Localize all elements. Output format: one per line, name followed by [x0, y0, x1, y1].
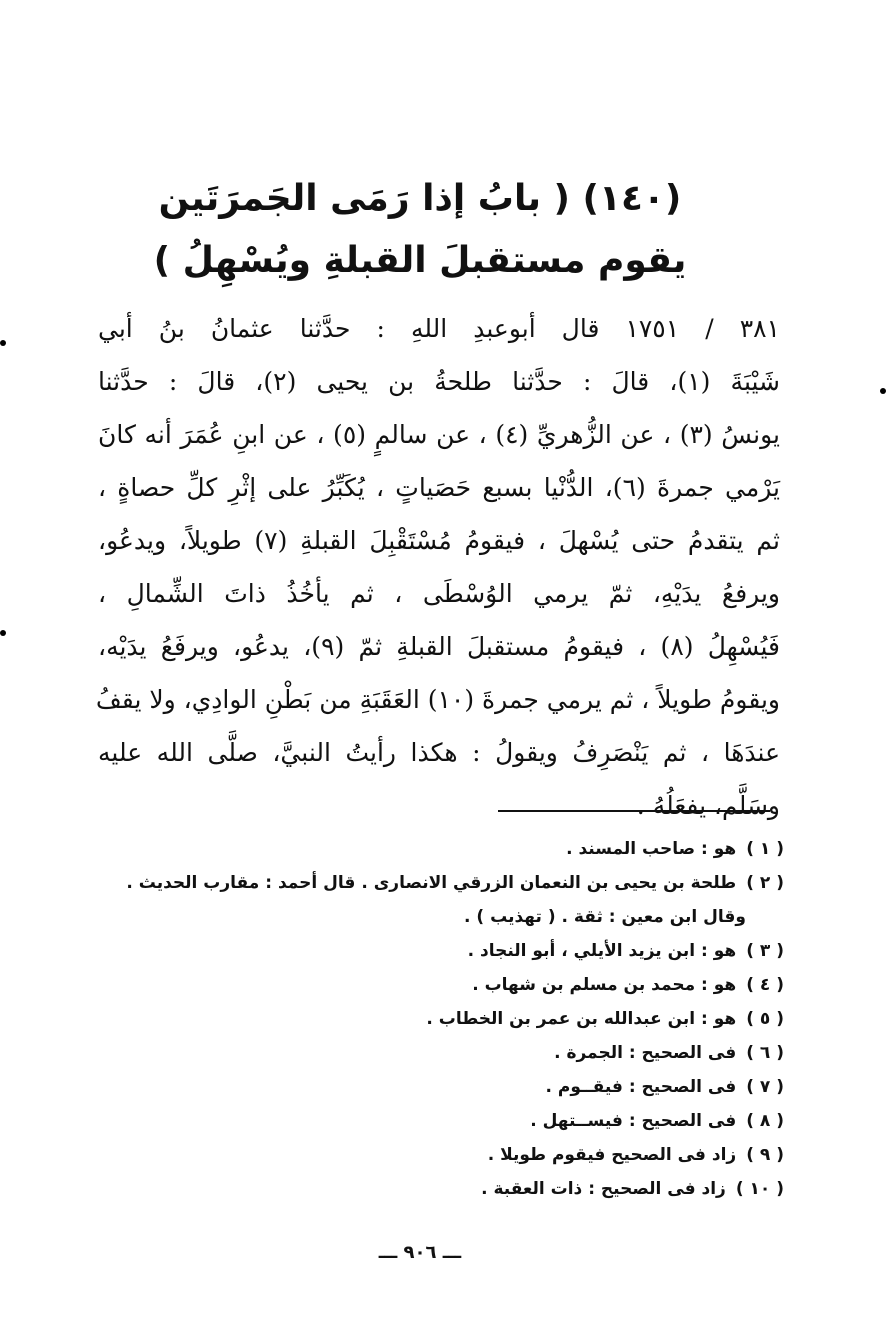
footnote-text: فى الصحيح : فيســتهل .	[530, 1111, 737, 1131]
footnote-divider	[498, 810, 770, 812]
footnote-text: هو : صاحب المسند .	[566, 839, 737, 859]
footnote-text: فى الصحيح : الجمرة .	[554, 1043, 737, 1063]
footnote-number: ( ١٠ )	[735, 1179, 784, 1199]
footnote-number: ( ٢ )	[746, 873, 784, 893]
chapter-heading-line-1: (١٤٠) ( بابُ إذا رَمَى الجَمرَتَين	[158, 178, 682, 219]
footnote-item	[96, 866, 784, 900]
footnote-text: طلحة بن يحيى بن النعمان الزرقي الانصارى . قال أحمد : مقارب الحديث .	[126, 873, 737, 893]
hadith-line: يَرْمي جمرةَ (٦)، الدُّنْيا بسبع حَصَياتٍ ، يُكَبِّرُ على إثْرِ كلِّ حصاةٍ ،	[98, 473, 780, 502]
hadith-line: ويقومُ طويلاً ، ثم يرمي جمرةَ (١٠) العَقَبَةِ من بَطْنِ الوادِي، ولا يقفُ	[95, 685, 780, 714]
chapter-heading	[150, 168, 690, 292]
footnote-text: فى الصحيح : فيقــوم .	[545, 1077, 737, 1097]
footnote-number: ( ٦ )	[746, 1043, 784, 1063]
footnote-item	[96, 1070, 784, 1104]
hadith-line: ويرفعُ يدَيْهِ، ثمّ يرمي الوُسْطَى ، ثم يأخُذُ ذاتَ الشِّمالِ ،	[98, 579, 780, 608]
footnote-item	[96, 1036, 784, 1070]
hadith-line: شَيْبَةَ (١)، قالَ : حدَّثنا طلحةُ بن يحيى (٢)، قالَ : حدَّثنا	[98, 367, 780, 396]
footnote-number: ( ٣ )	[746, 941, 784, 961]
footnote-number: ( ١ )	[746, 839, 784, 859]
margin-dot-left-bottom	[0, 630, 6, 636]
footnote-item	[96, 832, 784, 866]
footnotes-list	[96, 832, 784, 1206]
footnote-text: هو : ابن عبدالله بن عمر بن الخطاب .	[426, 1009, 737, 1029]
footnote-number: ( ٤ )	[746, 975, 784, 995]
footnote-number: ( ٩ )	[746, 1145, 784, 1165]
hadith-line: عندَهَا ، ثم يَنْصَرِفُ ويقولُ : هكذا رأيتُ النبيَّ، صلَّى الله عليه	[98, 738, 780, 767]
page-number: ـــ ٩٠٦ ـــ	[378, 1242, 462, 1263]
footnote-item	[96, 1002, 784, 1036]
footnote-item	[96, 1138, 784, 1172]
footnote-number: ( ٥ )	[746, 1009, 784, 1029]
margin-dot-right	[880, 388, 886, 394]
footnote-number: ( ٧ )	[746, 1077, 784, 1097]
hadith-line: ٣٨١ / ١٧٥١ قال أبوعبدِ اللهِ : حدَّثنا عثمانُ بنُ أبي	[98, 314, 780, 343]
hadith-line: وسَلَّم، يفعَلُهُ .	[636, 791, 780, 820]
hadith-text	[95, 302, 780, 832]
footnote-item	[96, 968, 784, 1002]
footnote-number: ( ٨ )	[746, 1111, 784, 1131]
footnote-text: هو : ابن يزيد الأيلي ، أبو النجاد .	[467, 941, 737, 961]
footnote-item	[96, 1104, 784, 1138]
footnote-text: زاد فى الصحيح : ذات العقبة .	[481, 1179, 726, 1199]
margin-dot-left-top	[0, 340, 6, 346]
hadith-line: يونسُ (٣) ، عن الزُّهريِّ (٤) ، عن سالمٍ (٥) ، عن ابنِ عُمَرَ أنه كانَ	[98, 420, 780, 449]
footnote-text: هو : محمد بن مسلم بن شهاب .	[472, 975, 737, 995]
chapter-heading-line-2: يقوم مستقبلَ القبلةِ ويُسْهِلُ )	[153, 240, 687, 281]
footnote-item	[96, 1172, 784, 1206]
footnote-text: زاد فى الصحيح فيقوم طويلا .	[487, 1145, 737, 1165]
hadith-line: ثم يتقدمُ حتى يُسْهلَ ، فيقومُ مُسْتَقْبِلَ القبلةِ (٧) طويلاً، ويدعُو،	[98, 526, 780, 555]
footnote-text: وقال ابن معين : ثقة . ( تهذيب ) .	[464, 907, 746, 927]
footnote-continuation	[96, 900, 784, 934]
hadith-line: فَيُسْهِلُ (٨) ، فيقومُ مستقبلَ القبلةِ ثمّ (٩)، يدعُو، ويرفَعُ يدَيْه،	[98, 632, 780, 661]
footnote-item	[96, 934, 784, 968]
